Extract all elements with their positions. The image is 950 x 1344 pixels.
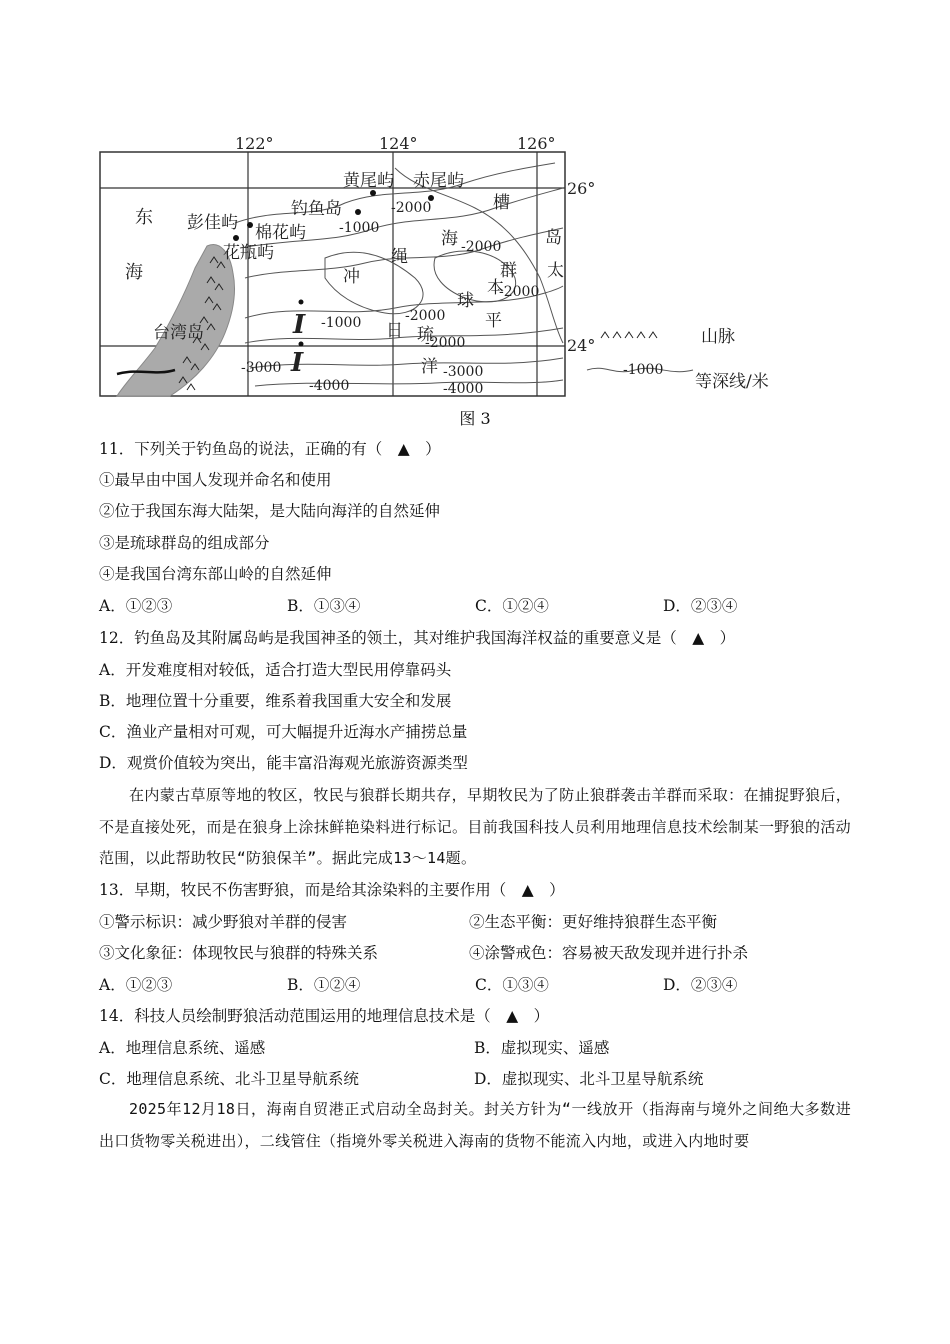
legend-isobath-label: 等深线/米 — [695, 372, 769, 392]
pacific-label: 洋 — [421, 357, 438, 377]
current-mark: I — [293, 310, 306, 340]
sea-label: 东 — [135, 207, 153, 228]
q11-answer-c: C．①②④ — [475, 597, 549, 615]
map-figure — [95, 128, 795, 398]
q14-answer-b: B．虚拟现实、遥感 — [474, 1039, 610, 1057]
current-label: 本 — [487, 278, 504, 298]
island-label: 棉花屿 — [255, 223, 306, 243]
q14-answer-d: D．虚拟现实、北斗卫星导航系统 — [474, 1070, 704, 1088]
q14-answer-c: C．地理信息系统、北斗卫星导航系统 — [99, 1070, 359, 1088]
ryukyu-label: 琉 — [417, 325, 434, 345]
island-label: 黄尾屿 — [343, 171, 394, 191]
island-label: 台湾岛 — [153, 323, 204, 343]
q12-answer: B．地理位置十分重要，维系着我国重大安全和发展 — [99, 692, 452, 710]
sea-label: 海 — [125, 262, 143, 283]
q11-answer-a: A．①②③ — [99, 597, 173, 615]
q13-answer-b: B．①②④ — [287, 976, 361, 994]
depth-label: -1000 — [339, 220, 380, 236]
q11-option: ③是琉球群岛的组成部分 — [99, 534, 270, 552]
q12-answer: D．观赏价值较为突出，能丰富沿海观光旅游资源类型 — [99, 754, 468, 772]
depth-label: -2000 — [499, 284, 540, 300]
legend-mountain-label: 山脉 — [701, 327, 735, 347]
q11-option: ②位于我国东海大陆架，是大陆向海洋的自然延伸 — [99, 502, 441, 520]
passage-wolves: 在内蒙古草原等地的牧区，牧民与狼群长期共存，早期牧民为了防止狼群袭击羊群而采取：在捕捉野狼后，不是直接处死，而是在狼身上涂抹鲜艳染料进行标记。目前我国科技人员利用地理信息技术绘制某一野狼的活动范围，以此帮助牧民“防狼保羊”。据此完成13～14题。 — [99, 786, 851, 867]
ryukyu-label: 球 — [457, 291, 474, 311]
q13-option: ②生态平衡：更好维持狼群生态平衡 — [469, 913, 718, 931]
q11-answer-b: B．①③④ — [287, 597, 361, 615]
q12-answer: A．开发难度相对较低，适合打造大型民用停靠码头 — [99, 661, 452, 679]
depth-label: -2000 — [461, 239, 502, 255]
island-label: 钓鱼岛 — [291, 199, 342, 219]
lon-label: 126° — [517, 134, 556, 153]
depth-label: -3000 — [443, 364, 484, 380]
depth-label: -4000 — [309, 378, 350, 394]
figure-caption: 图 3 — [459, 409, 491, 428]
q12-stem: 12．钓鱼岛及其附属岛屿是我国神圣的领土，其对维护我国海洋权益的重要意义是（ ▲ ） — [99, 629, 736, 647]
trough-label: 海 — [441, 229, 458, 249]
pacific-label: 太 — [547, 261, 564, 281]
depth-label: -2000 — [425, 335, 466, 351]
lat-label: 24° — [567, 336, 596, 355]
q13-stem: 13．早期，牧民不伤害野狼，而是给其涂染料的主要作用（ ▲ ） — [99, 881, 565, 899]
lon-label: 124° — [379, 134, 418, 153]
depth-label: -1000 — [321, 315, 362, 331]
legend-isobath-value: -1000 — [623, 362, 664, 378]
ryukyu-label: 岛 — [545, 228, 562, 248]
q13-answer-d: D．②③④ — [663, 976, 738, 994]
island-label: 花瓶屿 — [223, 243, 274, 263]
q14-stem: 14．科技人员绘制野狼活动范围运用的地理信息技术是（ ▲ ） — [99, 1007, 550, 1025]
q13-answer-c: C．①③④ — [475, 976, 549, 994]
trough-label: 绳 — [391, 247, 408, 267]
q13-option: ④涂警戒色：容易被天敌发现并进行扑杀 — [469, 944, 749, 962]
q11-option: ④是我国台湾东部山岭的自然延伸 — [99, 565, 332, 583]
q11-option: ①最早由中国人发现并命名和使用 — [99, 471, 332, 489]
depth-label: -2000 — [391, 200, 432, 216]
q12-answer: C．渔业产量相对可观，可大幅提升近海水产捕捞总量 — [99, 723, 468, 741]
q13-answer-a: A．①②③ — [99, 976, 173, 994]
pacific-label: 平 — [485, 311, 502, 331]
legend-mountain-symbol — [601, 332, 657, 338]
q11-stem: 11．下列关于钓鱼岛的说法，正确的有（ ▲ ） — [99, 440, 441, 458]
q11-answer-d: D．②③④ — [663, 597, 738, 615]
island-label: 彭佳屿 — [187, 213, 238, 233]
depth-label: -4000 — [443, 381, 484, 397]
depth-label: -3000 — [241, 360, 282, 376]
lon-label: 122° — [235, 134, 274, 153]
depth-label: -2000 — [405, 308, 446, 324]
current-label: 日 — [386, 321, 403, 341]
ryukyu-label: 群 — [500, 261, 517, 281]
trough-label: 冲 — [343, 267, 360, 287]
island-label: 赤尾屿 — [413, 171, 464, 191]
lat-label: 26° — [567, 179, 596, 198]
passage-hainan: 2025年12月18日，海南自贸港正式启动全岛封关。封关方针为“一线放开（指海南与境外之间绝大多数进出口货物零关税进出），二线管住（指境外零关税进入海南的货物不能流入内地，或进入内地时要 — [99, 1100, 851, 1150]
q14-answer-a: A．地理信息系统、遥感 — [99, 1039, 266, 1057]
current-mark: I — [291, 348, 304, 378]
q13-option: ③文化象征：体现牧民与狼群的特殊关系 — [99, 944, 379, 962]
q13-option: ①警示标识：减少野狼对羊群的侵害 — [99, 913, 348, 931]
trough-label: 槽 — [493, 193, 510, 213]
